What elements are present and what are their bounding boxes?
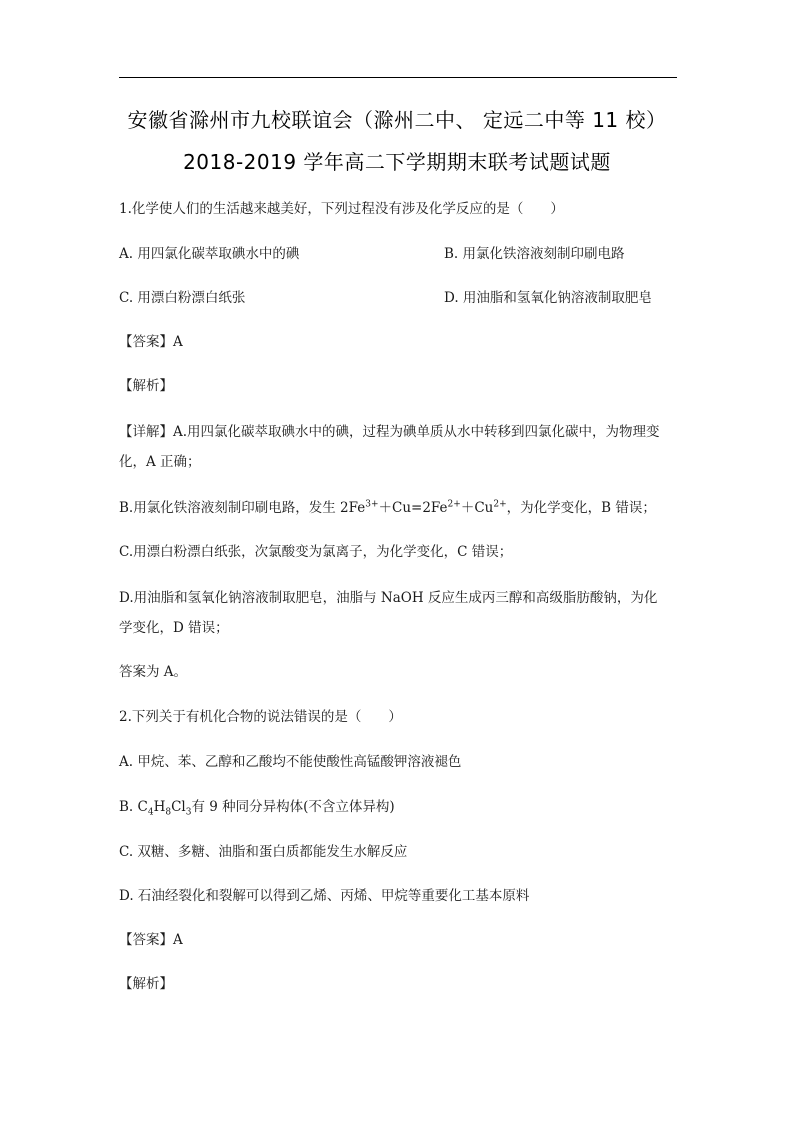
q1-detail-b-mid2: ＋Cu: [460, 500, 494, 516]
formula-subscript: 3: [185, 807, 192, 818]
q1-detail-b: [119, 498, 656, 518]
q1-detail-c: C.用漂白粉漂白纸张，次氯酸变为氯离子，为化学变化，C 错误；: [119, 544, 513, 560]
q2-option-b: [119, 797, 395, 817]
charge-superscript: 2+: [447, 499, 461, 510]
q1-detail-b-pre: B.用氯化铁溶液刻制印刷电路，发生 2Fe: [119, 500, 366, 516]
q1-detail-a-line1: 【详解】A.用四氯化碳萃取碘水中的碘，过程为碘单质从水中转移到四氯化碳中，为物理变: [119, 424, 660, 440]
q2-analysis-label: 【解析】: [119, 976, 173, 992]
q1-answer: 【答案】A: [119, 334, 183, 350]
q1-analysis-label: 【解析】: [119, 378, 173, 394]
q1-detail-b-post: ，为化学变化，B 错误；: [506, 500, 656, 516]
q1-detail-d-line2: 学变化，D 错误；: [119, 620, 229, 636]
q2-option-b-mid2: Cl: [171, 799, 186, 815]
q1-option-a: A. 用四氯化碳萃取碘水中的碘: [119, 246, 300, 262]
q1-option-d: D. 用油脂和氢氧化钠溶液制取肥皂: [444, 290, 652, 306]
q2-option-b-pre: B. C: [119, 799, 148, 815]
q2-stem: 2.下列关于有机化合物的说法错误的是（ ）: [119, 709, 402, 725]
q2-option-b-mid1: H: [153, 799, 166, 815]
q1-option-b: B. 用氯化铁溶液刻制印刷电路: [444, 246, 625, 262]
header-rule: [119, 77, 677, 78]
q2-answer: 【答案】A: [119, 932, 183, 948]
q1-detail-a-line2: 化，A 正确；: [119, 454, 201, 470]
charge-superscript: 3+: [365, 499, 379, 510]
q1-conclusion: 答案为 A。: [119, 664, 188, 680]
q2-option-c: C. 双糖、多糖、油脂和蛋白质都能发生水解反应: [119, 844, 408, 860]
formula-subscript: 4: [147, 807, 154, 818]
charge-superscript: 2+: [493, 499, 507, 510]
q2-option-a: A. 甲烷、苯、乙醇和乙酸均不能使酸性高锰酸钾溶液褪色: [119, 754, 462, 770]
document-title-line2: 2018-2019 学年高二下学期期末联考试题试题: [183, 150, 611, 174]
q1-detail-d-line1: D.用油脂和氢氧化钠溶液制取肥皂，油脂与 NaOH 反应生成丙三醇和高级脂肪酸钠，为化: [119, 590, 658, 606]
q2-option-b-post: 有 9 种同分异构体(不含立体异构): [191, 799, 395, 815]
q1-stem: 1.化学使人们的生活越来越美好，下列过程没有涉及化学反应的是（ ）: [119, 201, 564, 217]
formula-subscript: 8: [165, 807, 172, 818]
q1-option-c: C. 用漂白粉漂白纸张: [119, 290, 246, 306]
q1-detail-b-mid1: ＋Cu=2Fe: [378, 500, 448, 516]
q2-option-d: D. 石油经裂化和裂解可以得到乙烯、丙烯、甲烷等重要化工基本原料: [119, 888, 530, 904]
document-title-line1: 安徽省滁州市九校联谊会（滁州二中、 定远二中等 11 校）: [127, 108, 667, 132]
